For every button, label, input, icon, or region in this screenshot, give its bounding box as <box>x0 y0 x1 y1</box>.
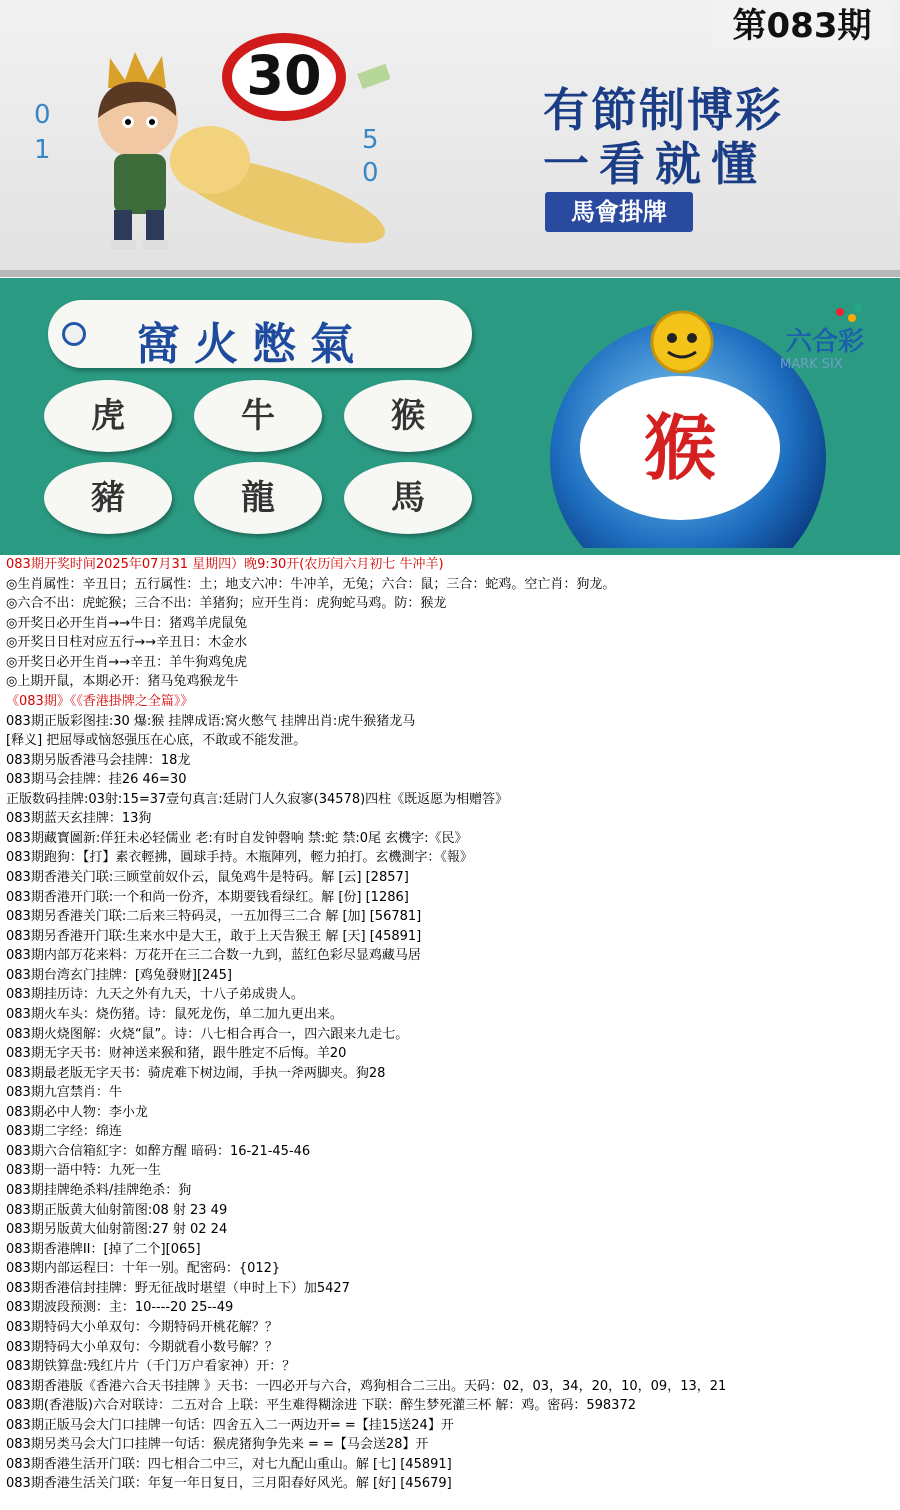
info-line: 083期特码大小单双句：今期就看小数号解？？ <box>6 1339 278 1355</box>
info-line: ◎开奖日必开生肖→→辛丑：羊牛狗鸡兔虎 <box>6 654 248 670</box>
zodiac-oval-5: 龍 <box>194 462 322 534</box>
info-line: 083期开奖时间2025年07月31 星期四）晚9:30开(农历闰六月初七 牛冲羊) <box>6 557 444 572</box>
info-line: 083期一語中特：九死一生 <box>6 1163 161 1179</box>
top-banner <box>0 0 900 277</box>
info-line: ◎开奖日必开生肖→→牛日：猪鸡羊虎鼠兔 <box>6 615 248 631</box>
info-line: 正版数码挂牌:03射:15=37壹句真言:廷尉门人久寂寥(34578)四柱《既返愿为相赠答》 <box>6 791 509 807</box>
zodiac-oval-6: 馬 <box>344 462 472 534</box>
slogan-line-1: 有節制博彩 <box>543 83 783 137</box>
info-line: 083期马会挂牌：挂26 46=30 <box>6 772 187 788</box>
info-line: 083期最老版无字天书：骑虎难下树边闹，手执一斧两脚夹。狗28 <box>6 1065 386 1081</box>
left-digit-bottom: 1 <box>34 135 51 165</box>
mascot-icon <box>652 312 712 372</box>
info-line: 083期内部万花来料：万花开在三二合数一九到，蓝红色彩尽显鸡藏马居 <box>6 948 421 964</box>
logo-dot <box>836 308 844 316</box>
info-line: ◎开奖日日柱对应五行→→辛丑日：木金水 <box>6 635 248 651</box>
info-line: 083期正版马会大门口挂牌一句话：四舍五入二一两边开= =【挂15送24】开 <box>6 1417 454 1433</box>
info-line: 083期二字经：绵连 <box>6 1124 122 1140</box>
zodiac-oval-2: 牛 <box>194 380 322 452</box>
logo-en: MARK SIX <box>780 357 843 372</box>
info-line: ◎六合不出：虎蛇猴；三合不出：羊猪狗；应开生肖：虎狗蛇马鸡。防：猴龙 <box>6 596 447 612</box>
right-digit-bottom: 0 <box>362 158 379 188</box>
info-line: 083期必中人物：李小龙 <box>6 1104 148 1120</box>
info-line: 083期台湾玄门挂牌：[鸡兔發财][245] <box>6 967 232 983</box>
info-line: 083期香港生活开门联：四七相合二中三，对七九配山重山。解 [七] [45891] <box>6 1456 452 1472</box>
green-panel <box>0 278 900 555</box>
info-line: 083期另版香港马会挂牌：18龙 <box>6 752 191 768</box>
speed-number: 30 <box>246 44 322 107</box>
info-line: 083期九宫禁肖：牛 <box>6 1085 122 1101</box>
info-line: 083期六合信箱紅字：如醉方醒 暗码：16-21-45-46 <box>6 1143 311 1159</box>
info-line: 083期火烧图解：火烧“鼠”。诗：八七相合再合一，四六跟来九走七。 <box>6 1026 409 1042</box>
idiom-text: 窩火憋氣 <box>136 319 368 370</box>
info-line: 083期香港信封挂牌：野无征战时堪望（申时上下）加5427 <box>6 1280 350 1296</box>
right-digit-top: 5 <box>362 125 379 155</box>
info-line: 083期特码大小单双句：今期特码开桃花解？？ <box>6 1319 278 1335</box>
ball-character: 猴 <box>643 405 717 490</box>
info-line: 083期波段预测：主：10----20 25--49 <box>6 1300 234 1316</box>
info-line: 083期香港关门联:三顾堂前奴仆云，鼠兔鸡牛是特码。解 [云] [2857] <box>6 870 409 885</box>
info-line: 083期(香港版)六合对联诗：二五对合 上联：平生难得糊涂进 下联：醉生梦死灌三杯 解：鸡。密码：598372 <box>6 1398 636 1414</box>
info-line: 083期香港版《香港六合天书挂牌 》天书：一四必开与六合，鸡狗相合二三出。天码：02，03，34，20，10，09，13，21 <box>6 1378 727 1394</box>
info-line: 083期火车头：烧伤猪。诗：鼠死龙伤，单二加九更出来。 <box>6 1006 343 1022</box>
logo-cn: 六合彩 <box>786 327 865 357</box>
zodiac-oval-4: 豬 <box>44 462 172 534</box>
banner-divider <box>0 270 900 277</box>
info-line: ◎生肖属性：辛丑日；五行属性：土；地支六冲：牛冲羊，无兔；六合：鼠；三合：蛇鸡。空亡肖：狗龙。 <box>6 576 616 592</box>
runner-body <box>114 154 166 214</box>
info-line: 083期跑狗：【打】素衣輕拂，圓球手持。木瓶陣列，輕力拍打。玄機測字：《報》 <box>6 850 473 866</box>
info-line: 083期铁算盘:残红片片（千门万户看家神）开：？ <box>6 1359 296 1375</box>
zodiac-oval-1: 虎 <box>44 380 172 452</box>
info-line: 083期正版黄大仙射箭图:08 射 23 49 <box>6 1202 228 1218</box>
info-line: 083期香港牌II：[掉了二个][065] <box>6 1241 201 1257</box>
info-line: 083期另香港开门联:生来水中是大王，敢于上天告猴王 解 [天] [45891] <box>6 928 422 944</box>
info-line: 083期挂历诗：九天之外有九天，十八子弟成贵人。 <box>6 987 304 1003</box>
info-line: 083期正版彩图挂:30 爆:猴 挂牌成语:窝火憋气 挂牌出肖:虎牛猴猪龙马 <box>6 713 416 729</box>
slogan-line-2: 一看就懂 <box>543 137 767 191</box>
info-line: 083期另版黄大仙射箭图:27 射 02 24 <box>6 1222 228 1238</box>
info-text-list <box>0 555 900 1494</box>
money-icon <box>357 64 390 89</box>
idiom-dot-icon <box>62 322 86 346</box>
info-line: 083期挂牌绝杀料/挂牌绝杀：狗 <box>6 1183 192 1198</box>
info-line: 《083期》《《香港掛牌之全篇》》 <box>6 693 194 709</box>
info-line: 083期另类马会大门口挂牌一句话：猴虎猪狗争先来 = =【马会送28】开 <box>6 1437 429 1453</box>
zodiac-oval-3: 猴 <box>344 380 472 452</box>
issue-badge: 第083期 <box>712 4 892 48</box>
left-digit-top: 0 <box>34 100 51 130</box>
mark-six-ball-logo <box>540 298 890 548</box>
lying-character-head <box>170 126 250 194</box>
info-line: 083期内部运程曰：十年一别。配密码：{012} <box>6 1261 281 1277</box>
info-line: ◎上期开鼠，本期必开：猪马兔鸡猴龙牛 <box>6 674 239 690</box>
idiom-bar <box>48 300 472 368</box>
info-line: [释义] 把屈辱或恼怒强压在心底，不敢或不能发泄。 <box>6 733 307 749</box>
info-line: 083期香港开门联:一个和尚一份齐，本期要钱看绿红。解 [份] [1286] <box>6 889 409 905</box>
info-line: 083期无字天书：财神送来猴和猪，跟牛胜定不后悔。羊20 <box>6 1046 347 1062</box>
speed-limit-sign <box>222 33 346 121</box>
info-line: 083期另香港关门联:二后来三特码灵，一五加得三二合 解 [加] [56781] <box>6 909 422 925</box>
info-line: 083期藏寳圖新:佯狂未必轻儒业 老:有时自发钟磬响 禁:蛇 禁:0尾 玄機字:《民》 <box>6 830 468 846</box>
info-line: 083期蓝天玄挂牌：13狗 <box>6 811 152 827</box>
tag-label: 馬會掛牌 <box>545 192 693 232</box>
info-line: 083期香港生活关门联：年复一年日复日，三月阳春好风光。解 [好] [45679] <box>6 1476 452 1492</box>
